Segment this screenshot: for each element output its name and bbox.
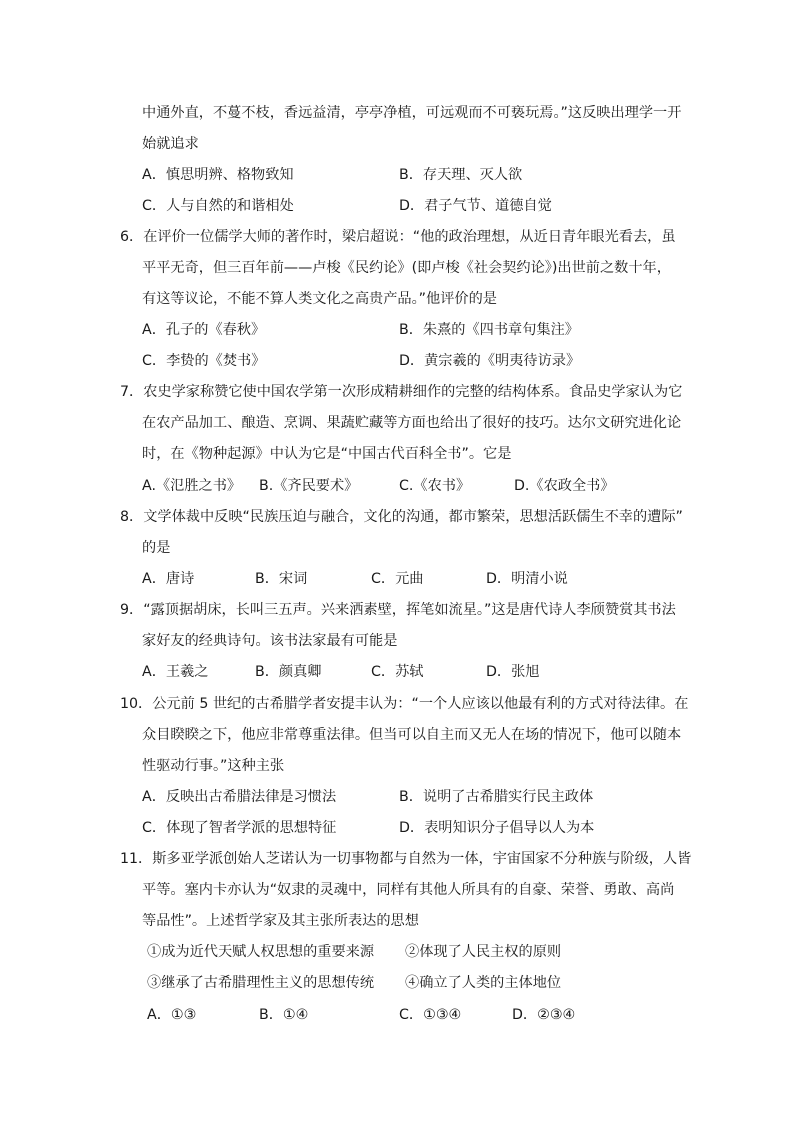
q11-statement-1: ①成为近代天赋人权思想的重要来源 — [147, 944, 375, 960]
q10-text-line-2: 众目睽睽之下，他应非常尊重法律。但当可以自主而又无人在场的情况下，他可以随本 — [142, 727, 682, 743]
q10-text-line-3: 性驱动行事。”这种主张 — [142, 758, 285, 774]
q10-option-d: D．表明知识分子倡导以人为本 — [399, 820, 595, 836]
q11-statement-4: ④确立了人类的主体地位 — [405, 975, 562, 991]
q9-option-a: A．王羲之 — [142, 664, 209, 680]
q9-option-b: B．颜真卿 — [255, 664, 322, 680]
q6-option-b: B．朱熹的《四书章句集注》 — [399, 322, 579, 338]
q7-option-d: D.《农政全书》 — [514, 478, 615, 494]
q6-option-d: D．黄宗羲的《明夷待访录》 — [399, 353, 581, 369]
q11-statement-2: ②体现了人民主权的原则 — [405, 944, 562, 960]
q9-text-line-1: 9．“露顶据胡床，长叫三五声。兴来洒素壁，挥笔如流星。”这是唐代诗人李颀赞赏其书法 — [120, 602, 676, 618]
q9-option-d: D．张旭 — [486, 664, 540, 680]
q10-option-c: C．体现了智者学派的思想特征 — [142, 820, 337, 836]
q5-option-c: C．人与自然的和谐相处 — [142, 198, 294, 214]
q11-option-c: C．①③④ — [399, 1007, 462, 1023]
q9-text-line-2: 家好友的经典诗句。该书法家最有可能是 — [142, 633, 398, 649]
q7-text-line-1: 7．农史学家称赞它使中国农学第一次形成精耕细作的完整的结构体系。食品史学家认为它 — [120, 384, 683, 400]
q8-text-line-1: 8．文学体裁中反映“民族压迫与融合，文化的沟通，都市繁荣，思想活跃儒生不幸的遭际” — [120, 509, 683, 525]
q11-option-d: D．②③④ — [512, 1007, 576, 1023]
q6-text-line-2: 平平无奇，但三百年前——卢梭《民约论》(即卢梭《社会契约论》)出世前之数十年， — [142, 260, 671, 276]
q6-text-line-3: 有这等议论，不能不算人类文化之高贵产品。”他评价的是 — [142, 291, 497, 307]
q9-option-c: C．苏轼 — [371, 664, 424, 680]
q7-option-b: B.《齐民要术》 — [259, 478, 359, 494]
q6-option-c: C．李贽的《焚书》 — [142, 353, 266, 369]
q5-option-b: B．存天理、灭人欲 — [399, 167, 523, 183]
q8-option-c: C．元曲 — [371, 571, 424, 587]
q11-statement-3: ③继承了古希腊理性主义的思想传统 — [147, 975, 375, 991]
q10-text-line-1: 10．公元前 5 世纪的古希腊学者安提丰认为：“一个人应该以他最有利的方式对待法律。在 — [120, 696, 689, 712]
q7-option-c: C.《农书》 — [399, 478, 471, 494]
q5-option-d: D．君子气节、道德自觉 — [399, 198, 552, 214]
q8-text-line-2: 的是 — [142, 540, 171, 556]
q8-option-d: D．明清小说 — [486, 571, 568, 587]
q11-text-line-1: 11．斯多亚学派创始人芝诺认为一切事物都与自然为一体，宇宙国家不分种族与阶级，人皆 — [120, 851, 692, 867]
q5-text-line-1: 中通外直，不蔓不枝，香远益清，亭亭净植，可远观而不可亵玩焉。”这反映出理学一开 — [142, 105, 682, 121]
q10-option-b: B．说明了古希腊实行民主政体 — [399, 789, 594, 805]
q6-text-line-1: 6．在评价一位儒学大师的著作时，梁启超说：“他的政治理想，从近日青年眼光看去，虽 — [120, 229, 676, 245]
q11-option-b: B．①④ — [259, 1007, 309, 1023]
q7-text-line-2: 在农产品加工、酿造、烹调、果蔬贮藏等方面也给出了很好的技巧。达尔文研究进化论 — [142, 415, 682, 431]
q8-option-b: B．宋词 — [255, 571, 308, 587]
q5-text-line-2: 始就追求 — [142, 136, 199, 152]
q11-text-line-3: 等品性”。上述哲学家及其主张所表达的思想 — [142, 913, 419, 929]
q5-option-a: A．慎思明辨、格物致知 — [142, 167, 294, 183]
q7-option-a: A.《氾胜之书》 — [142, 478, 242, 494]
q11-text-line-2: 平等。塞内卡亦认为“奴隶的灵魂中，同样有其他人所具有的自豪、荣誉、勇敢、高尚 — [142, 882, 675, 898]
q10-option-a: A．反映出古希腊法律是习惯法 — [142, 789, 337, 805]
q7-text-line-3: 时，在《物种起源》中认为它是“中国古代百科全书”。它是 — [142, 446, 512, 462]
q6-option-a: A．孔子的《春秋》 — [142, 322, 266, 338]
q8-option-a: A．唐诗 — [142, 571, 195, 587]
q11-option-a: A．①③ — [147, 1007, 197, 1023]
